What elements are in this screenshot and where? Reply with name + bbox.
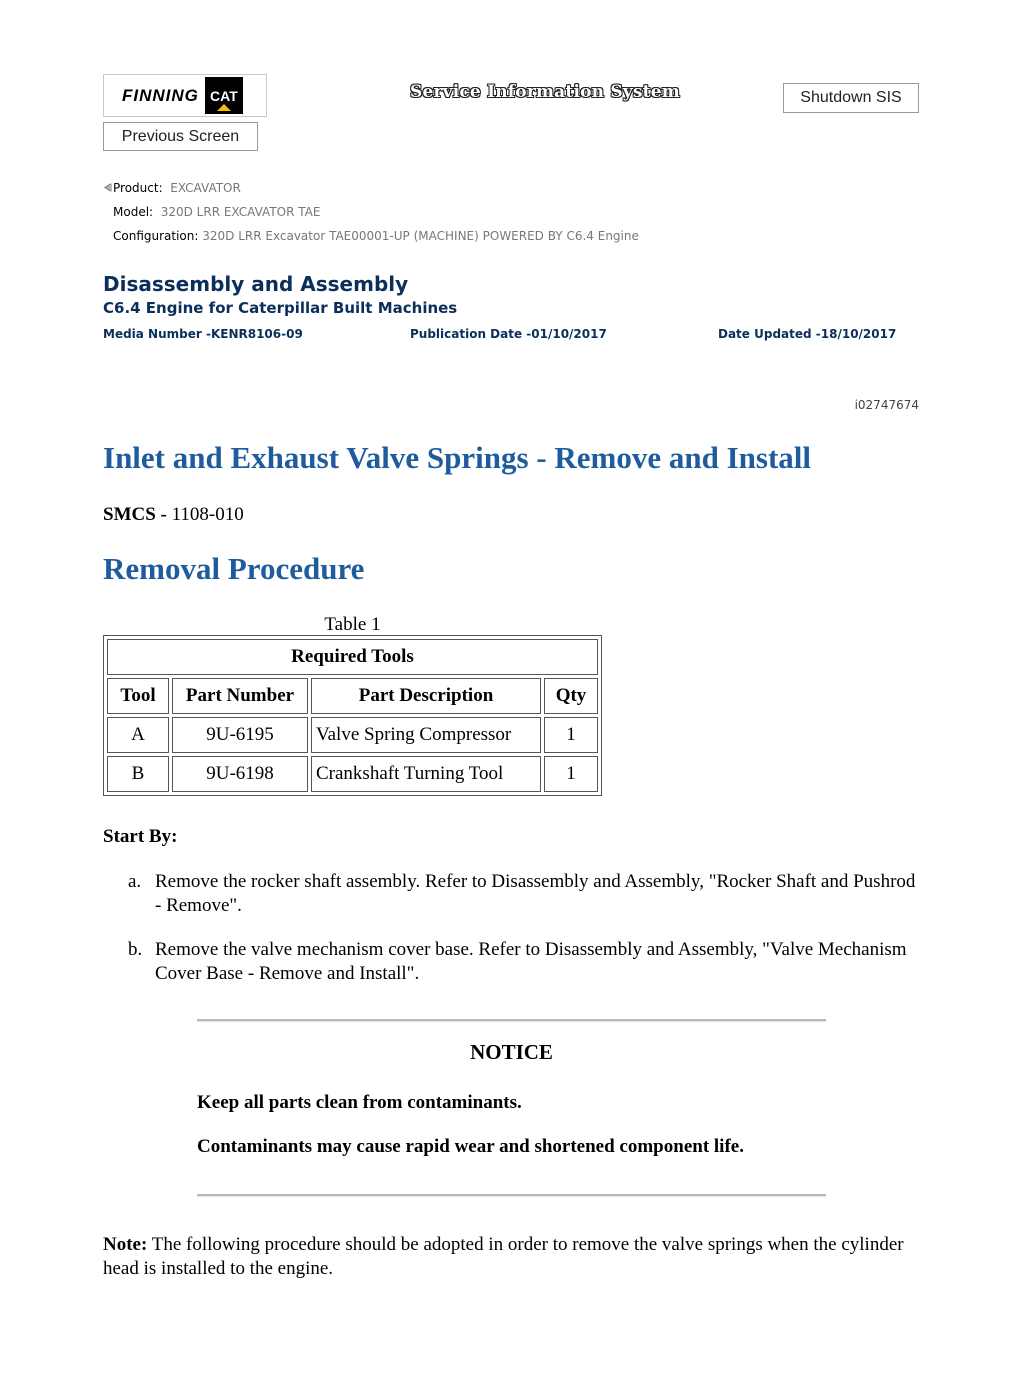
notice-bottom-divider <box>197 1194 826 1197</box>
finning-logo-text: FINNING <box>122 85 199 105</box>
configuration-row <box>113 229 639 243</box>
notice-top-divider <box>197 1019 826 1022</box>
tool-cell: A <box>107 717 169 753</box>
column-header-part-number: Part Number <box>172 678 308 714</box>
part-description-cell: Valve Spring Compressor <box>311 717 541 753</box>
notice-title: NOTICE <box>470 1040 553 1064</box>
publication-date: Publication Date -01/10/2017 <box>410 327 607 341</box>
table-caption: Table 1 <box>324 614 381 635</box>
step-text: Remove the rocker shaft assembly. Refer to Disassembly and Assembly, "Rocker Shaft and Pushrod - Remove". <box>155 871 916 916</box>
table-row <box>107 717 598 753</box>
smcs-value: 1108-010 <box>171 504 244 525</box>
model-value: 320D LRR EXCAVATOR TAE <box>160 205 321 219</box>
note-text: The following procedure should be adopted in order to remove the valve springs when the cylinder head is installed to the engine. <box>103 1234 904 1279</box>
part-number-cell: 9U-6198 <box>172 756 308 792</box>
document-subtitle: C6.4 Engine for Caterpillar Built Machines <box>103 299 458 317</box>
notice-text: Contaminants may cause rapid wear and shortened component life. <box>197 1136 744 1157</box>
part-number-cell: 9U-6195 <box>172 717 308 753</box>
tool-cell: B <box>107 756 169 792</box>
step-label: a. <box>128 871 142 892</box>
configuration-label: Configuration: <box>113 229 199 243</box>
column-header-part-description: Part Description <box>311 678 541 714</box>
required-tools-table <box>103 635 602 796</box>
table-title: Required Tools <box>107 639 598 675</box>
smcs-label: SMCS - <box>103 504 167 525</box>
back-arrow-icon[interactable] <box>103 183 112 192</box>
model-row <box>113 205 320 219</box>
main-heading: Inlet and Exhaust Valve Springs - Remove and Install <box>103 440 811 475</box>
list-item <box>128 938 928 988</box>
product-row <box>103 181 241 195</box>
document-title: Disassembly and Assembly <box>103 272 409 296</box>
finning-cat-logo <box>103 74 267 117</box>
product-label: Product: <box>113 181 163 195</box>
step-text: Remove the valve mechanism cover base. Refer to Disassembly and Assembly, "Valve Mechanism Cover Base - Remove and Install". <box>155 939 907 984</box>
column-header-tool: Tool <box>107 678 169 714</box>
note-paragraph <box>103 1233 923 1281</box>
document-id: i02747674 <box>854 398 919 412</box>
note-label: Note: <box>103 1234 148 1255</box>
cat-logo-text: CAT <box>210 87 238 104</box>
removal-heading: Removal Procedure <box>103 551 365 586</box>
column-header-qty: Qty <box>544 678 598 714</box>
system-title: Service Information System <box>410 82 680 102</box>
start-by-heading: Start By: <box>103 826 178 847</box>
model-label: Model: <box>113 205 154 219</box>
part-description-cell: Crankshaft Turning Tool <box>311 756 541 792</box>
product-value: EXCAVATOR <box>170 181 241 195</box>
shutdown-sis-button[interactable]: Shutdown SIS <box>783 83 919 113</box>
cat-triangle-icon <box>217 104 231 111</box>
media-number: Media Number -KENR8106-09 <box>103 327 303 341</box>
qty-cell: 1 <box>544 756 598 792</box>
configuration-value: 320D LRR Excavator TAE00001-UP (MACHINE) POWERED BY C6.4 Engine <box>202 229 639 243</box>
previous-screen-button[interactable]: Previous Screen <box>103 122 258 151</box>
smcs-line <box>103 504 244 526</box>
step-label: b. <box>128 939 143 960</box>
notice-text: Keep all parts clean from contaminants. <box>197 1092 522 1113</box>
cat-logo <box>205 77 243 114</box>
list-item <box>128 870 928 920</box>
qty-cell: 1 <box>544 717 598 753</box>
table-row <box>107 756 598 792</box>
date-updated: Date Updated -18/10/2017 <box>718 327 897 341</box>
